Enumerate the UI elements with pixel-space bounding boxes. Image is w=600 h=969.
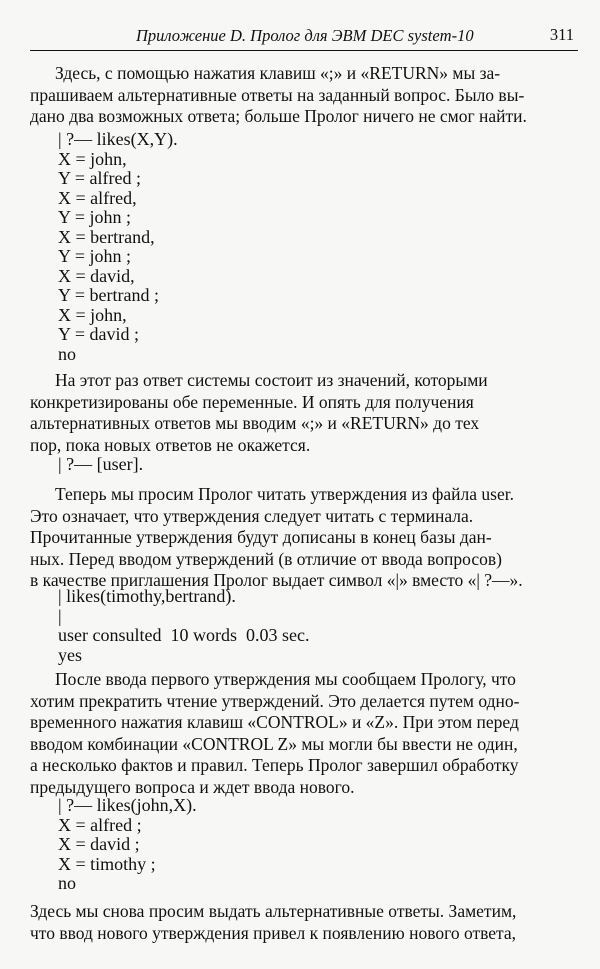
code-query-likes-xy bbox=[58, 130, 178, 364]
code-line: X = david, bbox=[58, 265, 135, 286]
code-line: no bbox=[58, 873, 76, 893]
code-query-likes-john bbox=[58, 796, 197, 894]
code-line: Y = alfred ; bbox=[58, 168, 141, 188]
code-line: X = john, bbox=[58, 304, 127, 325]
running-title: Приложение D. Пролог для ЭВМ DEC system-10 bbox=[136, 26, 474, 45]
code-line: X = john, bbox=[58, 148, 127, 169]
code-line: | ?— likes(X,Y). bbox=[58, 129, 178, 149]
page-number: 311 bbox=[549, 25, 574, 44]
text-line: Прочитанные утверждения будут дописаны в конец базы дан- bbox=[30, 527, 492, 547]
code-line: user consulted 10 words 0.03 sec. bbox=[58, 625, 310, 645]
text-line: вводом комбинации «CONTROL Z» мы могли бы ввести не один, bbox=[30, 733, 518, 754]
text-line: Здесь мы снова просим выдать альтернативные ответы. Заметим, bbox=[30, 901, 517, 921]
paragraph-two-variables bbox=[30, 370, 575, 456]
running-header bbox=[30, 22, 578, 51]
text-line: конкретизированы обе переменные. И опять для получения bbox=[30, 391, 474, 412]
text-line: предыдущего вопроса и ждет ввода нового. bbox=[30, 776, 355, 797]
text-line: Это означает, что утверждения следует читать с терминала. bbox=[30, 505, 474, 526]
code-consult-user bbox=[58, 587, 309, 665]
paragraph-control-z bbox=[30, 669, 575, 798]
code-line: | bbox=[58, 605, 62, 626]
text-line: а несколько фактов и правил. Теперь Пролог завершил обработку bbox=[30, 755, 519, 775]
code-line: X = alfred ; bbox=[58, 814, 142, 835]
code-query-user bbox=[58, 455, 143, 475]
code-line: Y = john ; bbox=[58, 207, 131, 227]
text-line: ных. Перед вводом утверждений (в отличие от ввода вопросов) bbox=[30, 548, 502, 569]
code-line: Y = david ; bbox=[58, 324, 139, 344]
code-line: X = timothy ; bbox=[58, 853, 156, 874]
text-line: альтернативных ответов мы вводим «;» и «RETURN» до тех bbox=[30, 413, 480, 433]
code-line: Y = bertrand ; bbox=[58, 285, 159, 305]
code-line: | ?— [user]. bbox=[58, 454, 144, 474]
text-line: временного нажатия клавиш «CONTROL» и «Z». При этом перед bbox=[30, 712, 519, 732]
text-line: что ввод нового утверждения привел к появлению нового ответа, bbox=[30, 922, 517, 943]
code-line: X = bertrand, bbox=[58, 226, 155, 247]
code-line: | likes(timothy,bertrand). bbox=[58, 586, 236, 606]
text-line: Теперь мы просим Пролог читать утверждения из файла user. bbox=[55, 484, 514, 504]
text-line: дано два возможных ответа; больше Пролог ничего не смог найти. bbox=[30, 106, 527, 126]
code-line: yes bbox=[58, 644, 82, 665]
code-line: X = alfred, bbox=[58, 187, 137, 208]
paragraph-return-keys bbox=[30, 63, 575, 128]
text-line: Здесь, с помощью нажатия клавиш «;» и «RETURN» мы за- bbox=[55, 63, 501, 83]
text-line: После ввода первого утверждения мы сообщаем Прологу, что bbox=[55, 669, 516, 689]
code-line: Y = john ; bbox=[58, 246, 131, 266]
paragraph-alternative-answers bbox=[30, 901, 575, 944]
text-line: пор, пока новых ответов не окажется. bbox=[30, 434, 311, 455]
text-line: На этот раз ответ системы состоит из значений, которыми bbox=[55, 370, 488, 390]
text-line: прашиваем альтернативные ответы на заданный вопрос. Было вы- bbox=[30, 84, 525, 105]
code-line: X = david ; bbox=[58, 834, 140, 854]
text-line: хотим прекратить чтение утверждений. Это делается путем одно- bbox=[30, 690, 520, 711]
paragraph-read-user-file bbox=[30, 484, 575, 592]
text-line: в качестве приглашения Пролог выдает символ «|» вместо «| ?—». bbox=[30, 570, 523, 590]
code-line: | ?— likes(john,X). bbox=[58, 795, 197, 815]
code-line: no bbox=[58, 343, 76, 364]
